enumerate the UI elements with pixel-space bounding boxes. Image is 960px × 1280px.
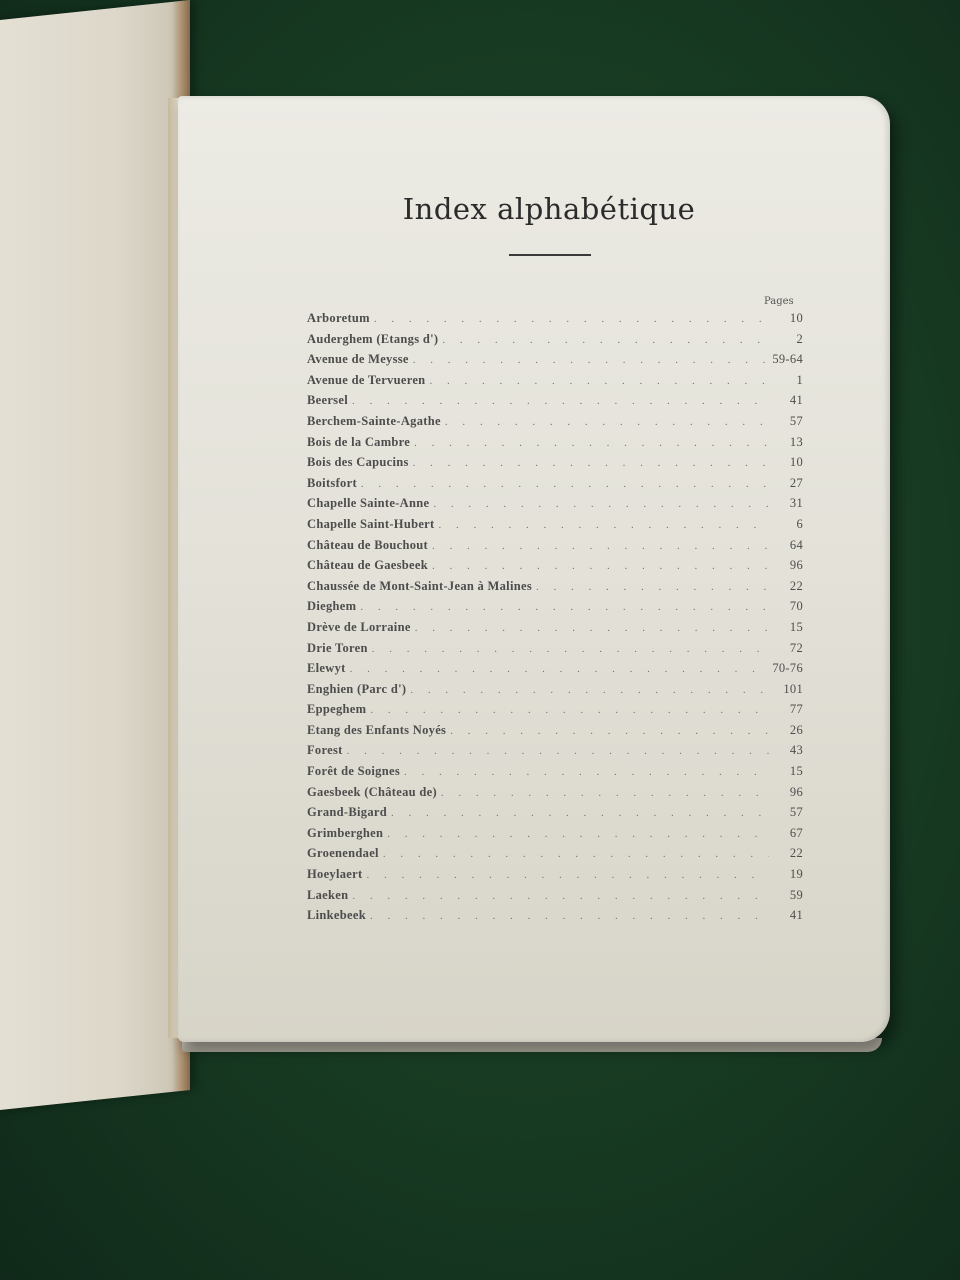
entry-page: 6 [796,516,803,531]
leader-dots [391,807,769,819]
entry-page: 59 [789,887,803,902]
index-entry [307,641,803,662]
entry-page: 22 [789,578,803,593]
entry-page: 2 [796,331,803,346]
leader-dots [432,560,769,572]
leader-dots [372,643,769,655]
index-entry [307,599,803,620]
leader-dots [439,519,770,531]
leader-dots [442,334,769,346]
index-entry [307,414,803,435]
title-rule [509,254,591,256]
leader-dots [383,848,769,860]
entry-name: Forêt de Soignes [307,764,400,779]
entry-name: Château de Bouchout [307,537,428,552]
entry-name: Bois de la Cambre [307,434,411,449]
left-page [0,0,190,1114]
book-page [178,96,890,1042]
leader-dots [413,457,769,469]
entry-page: 15 [789,764,803,779]
index-entry [307,785,803,806]
entry-page: 19 [789,867,803,882]
leader-dots [350,663,769,675]
entry-name: Auderghem (Etangs d') [307,331,439,346]
leader-dots [429,375,769,387]
leader-dots [432,540,769,552]
index-entry [307,908,803,929]
entry-page: 10 [789,455,803,470]
entry-page: 67 [789,825,803,840]
entry-name: Gaesbeek (Château de) [307,784,437,799]
index-entry [307,496,803,517]
index-entry [307,558,803,579]
leader-dots [441,787,769,799]
entry-name: Dieghem [307,599,357,614]
entry-page: 1 [796,372,803,387]
entry-page: 41 [789,393,803,408]
entry-name: Etang des Enfants Noyés [307,722,447,737]
entry-page: 13 [789,434,803,449]
leader-dots [450,725,769,737]
leader-dots [370,704,769,716]
leader-dots [361,478,769,490]
entry-page: 43 [789,743,803,758]
leader-dots [415,622,769,634]
entry-name: Drie Toren [307,640,368,655]
leader-dots [414,437,769,449]
index-entry [307,661,803,682]
entry-name: Laeken [307,887,349,902]
entry-page: 70 [789,599,803,614]
entry-name: Forest [307,743,343,758]
index-entry [307,517,803,538]
entry-name: Beersel [307,393,348,408]
entry-name: Avenue de Meysse [307,352,409,367]
index-entry [307,332,803,353]
index-entry [307,888,803,909]
index-entry [307,620,803,641]
entry-page: 59-64 [772,352,803,367]
entry-page: 31 [789,496,803,511]
entry-page: 96 [789,558,803,573]
index-entry [307,826,803,847]
entry-name: Château de Gaesbeek [307,558,428,573]
entry-name: Eppeghem [307,702,367,717]
index-entry [307,373,803,394]
leader-dots [347,745,769,757]
index-entry [307,805,803,826]
entry-page: 10 [789,311,803,325]
leader-dots [387,828,769,840]
entry-page: 15 [789,619,803,634]
entry-page: 64 [789,537,803,552]
entry-name: Enghien (Parc d') [307,681,407,696]
leader-dots [374,313,769,325]
entry-name: Bois des Capucins [307,455,409,470]
index-entry [307,476,803,497]
entry-name: Chapelle Sainte-Anne [307,496,430,511]
index-entry [307,867,803,888]
entry-page: 101 [783,681,803,696]
index-entry [307,352,803,373]
entry-page: 72 [789,640,803,655]
index-entry [307,393,803,414]
leader-dots [352,890,769,902]
index-entry [307,538,803,559]
leader-dots [352,395,769,407]
index-entry [307,579,803,600]
entry-page: 57 [789,413,803,428]
page-title: Index alphabétique [402,192,696,226]
entry-name: Groenendael [307,846,379,861]
entry-name: Chaussée de Mont-Saint-Jean à Malines [307,578,532,593]
index-entry [307,311,803,332]
index-entry [307,435,803,456]
index-entry [307,723,803,744]
entry-page: 41 [789,908,803,923]
entry-name: Avenue de Tervueren [307,372,426,387]
entry-name: Berchem-Sainte-Agathe [307,413,441,428]
index-entry [307,455,803,476]
leader-dots [410,684,769,696]
entry-page: 57 [789,805,803,820]
index-entry [307,682,803,703]
index-entry [307,846,803,867]
leader-dots [370,910,769,922]
index-entry [307,702,803,723]
entry-name: Grand-Bigard [307,805,387,820]
index-list [307,311,803,929]
index-entry [307,764,803,785]
leader-dots [433,498,769,510]
leader-dots [536,581,769,593]
entry-page: 22 [789,846,803,861]
leader-dots [404,766,769,778]
entry-name: Elewyt [307,661,346,676]
entry-name: Linkebeek [307,908,366,923]
leader-dots [445,416,769,428]
leader-dots [360,601,769,613]
entry-page: 26 [789,722,803,737]
leader-dots [413,354,769,366]
entry-page: 96 [789,784,803,799]
entry-page: 70-76 [772,661,803,676]
entry-name: Drève de Lorraine [307,619,411,634]
entry-name: Chapelle Saint-Hubert [307,516,435,531]
entry-name: Boitsfort [307,475,357,490]
entry-page: 77 [789,702,803,717]
index-entry [307,743,803,764]
entry-name: Arboretum [307,311,370,325]
entry-name: Hoeylaert [307,867,363,882]
pages-column-header: Pages [764,296,794,307]
leader-dots [366,869,769,881]
entry-name: Grimberghen [307,825,384,840]
entry-page: 27 [789,475,803,490]
